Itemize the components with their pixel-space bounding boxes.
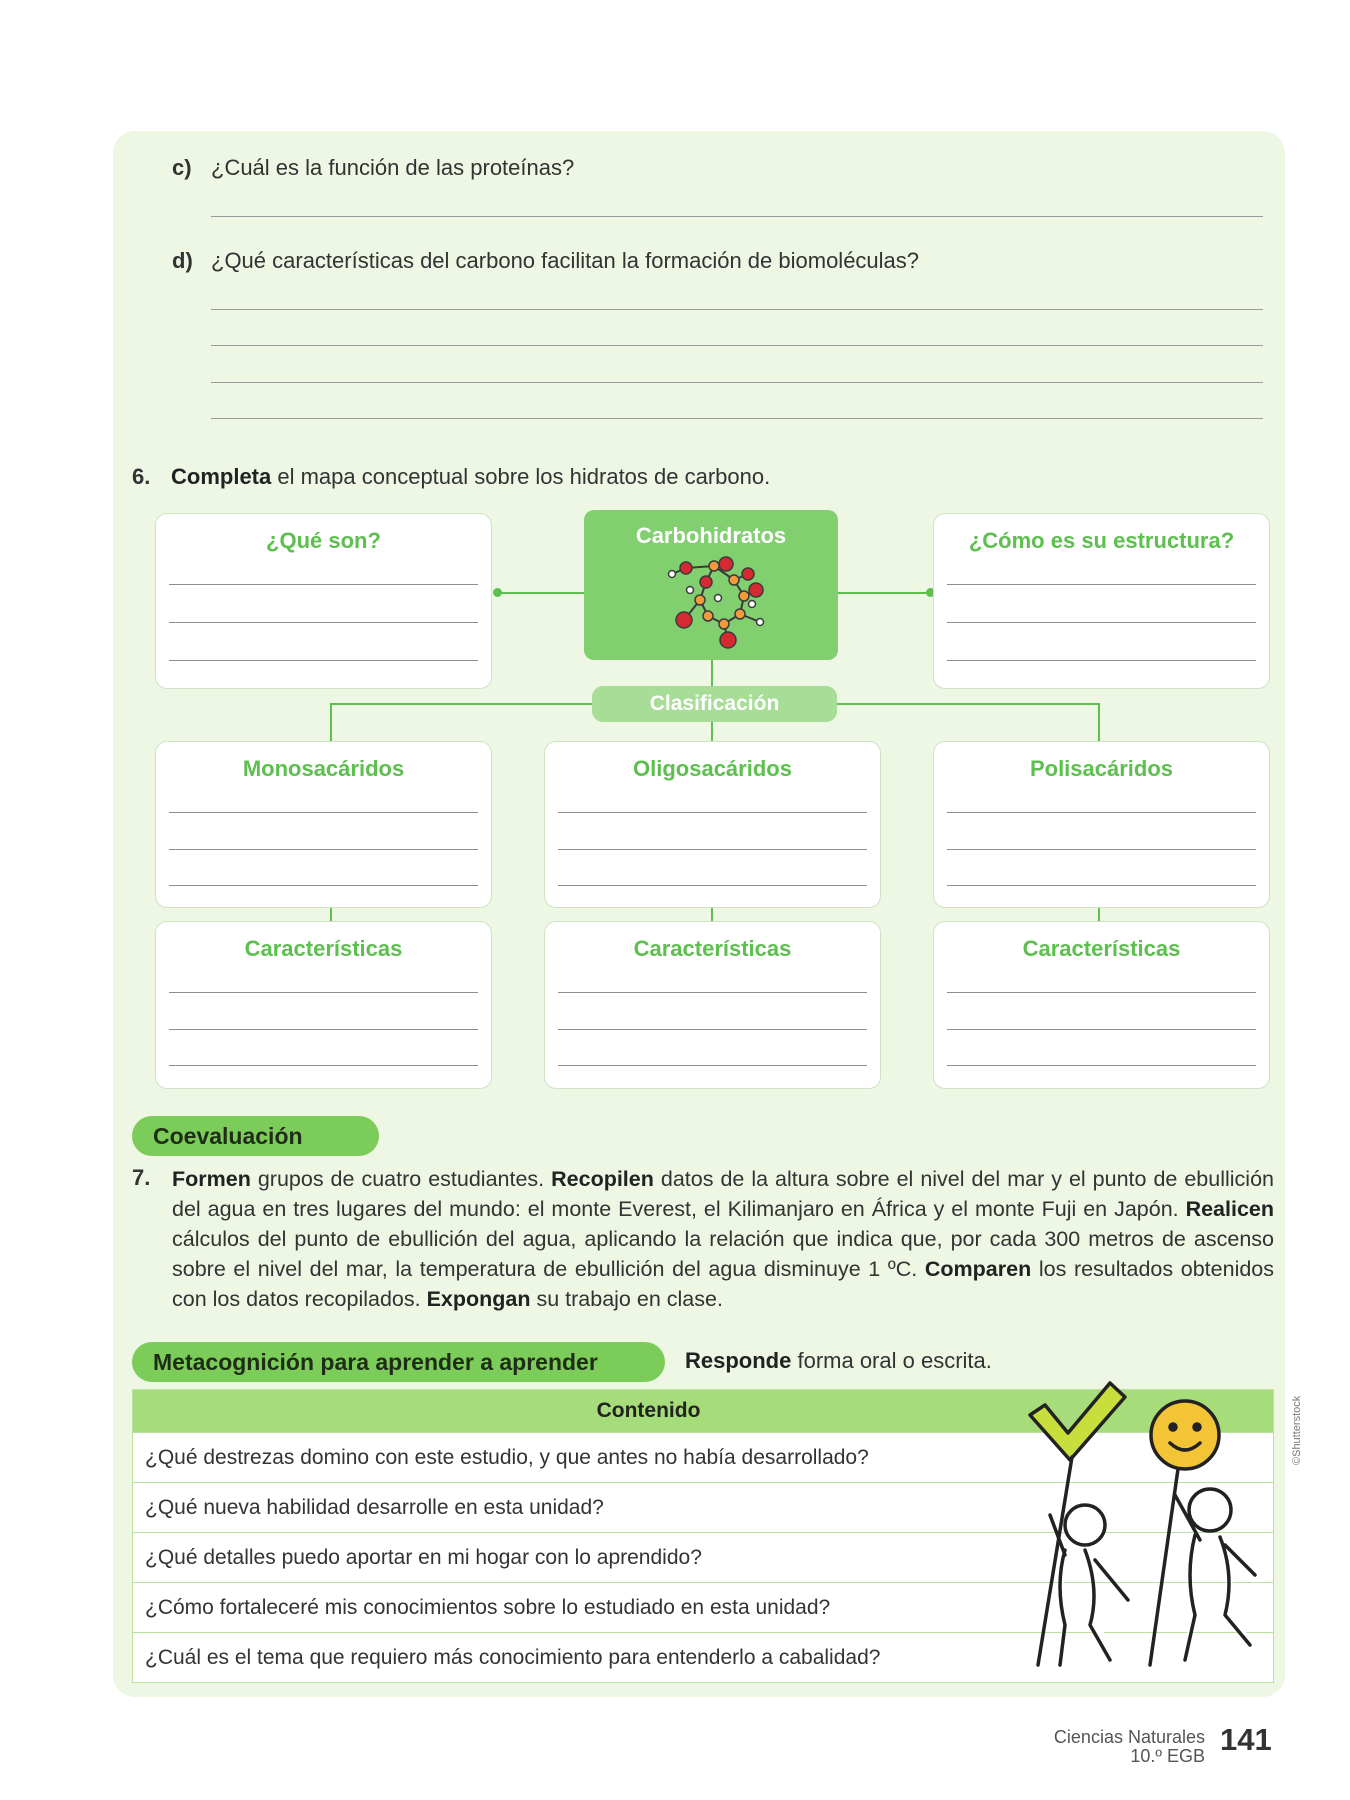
table-cell: ¿Cómo fortaleceré mis conocimientos sobre lo estudiado en esta unidad? [133,1583,1274,1633]
box-caracteristicas-oligo[interactable] [544,921,881,1089]
connector [711,906,713,922]
connector [711,720,713,741]
table-cell: ¿Qué nueva habilidad desarrolle en esta unidad? [133,1483,1274,1533]
question-c-text: ¿Cuál es la función de las proteínas? [211,155,575,180]
connector [330,703,332,741]
box-title: ¿Cómo es su estructura? [968,528,1235,553]
answer-line[interactable] [947,992,1256,993]
table-cell: ¿Qué detalles puedo aportar en mi hogar con lo aprendido? [133,1533,1274,1583]
answer-line[interactable] [211,309,1263,310]
box-caracteristicas-mono[interactable] [155,921,492,1089]
answer-line[interactable] [211,216,1263,217]
connector [497,592,587,594]
table-cell: ¿Cuál es el tema que requiero más conocimiento para entenderlo a cabalidad? [133,1633,1274,1683]
box-monosacaridos[interactable] [155,741,492,908]
activity-7-text: Formen grupos de cuatro estudiantes. Recopilen datos de la altura sobre el nivel del mar y el punto de ebullición del agua en tres lugares del mundo: el monte Everest, el Kilimanjaro en África y el monte Fuji en Japón. Realicen cálculos del punto de ebullición del agua, aplicando la relación que indica que, por cada 300 metros de ascenso sobre el nivel del mar, la temperatura de ebullición del agua disminuye 1 ºC. Comparen los resultados obtenidos con los datos recopilados. Expongan su trabajo en clase. [172,1167,1275,1311]
answer-line[interactable] [947,812,1256,813]
answer-line[interactable] [558,849,867,850]
answer-line[interactable] [169,992,478,993]
answer-line[interactable] [947,622,1256,623]
box-que-son[interactable] [155,513,492,689]
answer-line[interactable] [169,849,478,850]
box-title: Monosacáridos [242,756,405,781]
answer-line[interactable] [558,1029,867,1030]
connector [1098,906,1100,922]
answer-line[interactable] [211,418,1263,419]
table-header: Contenido [133,1390,1274,1433]
answer-line[interactable] [947,849,1256,850]
answer-line[interactable] [211,382,1263,383]
answer-line[interactable] [947,885,1256,886]
box-polisacaridos[interactable] [933,741,1270,908]
question-d-label: d) [172,248,193,273]
box-title: Características [244,936,403,961]
box-title: Características [1022,936,1181,961]
activity-6-instruction: Completa el mapa conceptual sobre los hidratos de carbono. [171,464,771,489]
answer-line[interactable] [947,584,1256,585]
answer-line[interactable] [169,1029,478,1030]
answer-line[interactable] [947,660,1256,661]
answer-line[interactable] [169,584,478,585]
footer-grade: 10.º EGB [1130,1746,1205,1766]
answer-line[interactable] [169,885,478,886]
answer-line[interactable] [558,885,867,886]
activity-6-number: 6. [132,464,151,489]
answer-line[interactable] [558,992,867,993]
box-title: Oligosacáridos [633,756,792,781]
image-credit: ©Shutterstock [1291,1395,1303,1465]
box-title: Polisacáridos [1029,756,1174,781]
center-title: Carbohidratos [635,523,787,548]
answer-line[interactable] [558,1065,867,1066]
answer-line[interactable] [169,622,478,623]
box-title: ¿Qué son? [266,528,381,553]
question-c-label: c) [172,155,192,180]
answer-line[interactable] [169,660,478,661]
students-illustration [1010,1375,1270,1675]
connector [330,906,332,922]
concept-center-carbohidratos [584,510,838,660]
box-oligosacaridos[interactable] [544,741,881,908]
answer-line[interactable] [211,345,1263,346]
table-cell: ¿Qué destrezas domino con este estudio, y que antes no había desarrollado? [133,1433,1274,1483]
answer-line[interactable] [558,812,867,813]
clasificacion-label: Clasificación [592,686,837,722]
question-d-text: ¿Qué características del carbono facilitan la formación de biomoléculas? [211,248,920,273]
box-title: Características [633,936,792,961]
molecule-icon [656,552,776,652]
answer-line[interactable] [169,1065,478,1066]
metacognicion-instruction: Responde forma oral o escrita. [685,1348,992,1373]
coevaluacion-title: Coevaluación [132,1116,379,1156]
footer-subject: Ciencias Naturales [1053,1727,1205,1747]
metacognicion-title: Metacognición para aprender a aprender [132,1342,665,1382]
box-caracteristicas-poli[interactable] [933,921,1270,1089]
box-como-es-estructura[interactable] [933,513,1270,689]
page-number: 141 [1220,1722,1272,1757]
connector [837,592,930,594]
connector-dot [493,588,502,597]
answer-line[interactable] [169,812,478,813]
answer-line[interactable] [947,1065,1256,1066]
connector [1098,703,1100,741]
activity-7-number: 7. [132,1165,151,1190]
answer-line[interactable] [947,1029,1256,1030]
